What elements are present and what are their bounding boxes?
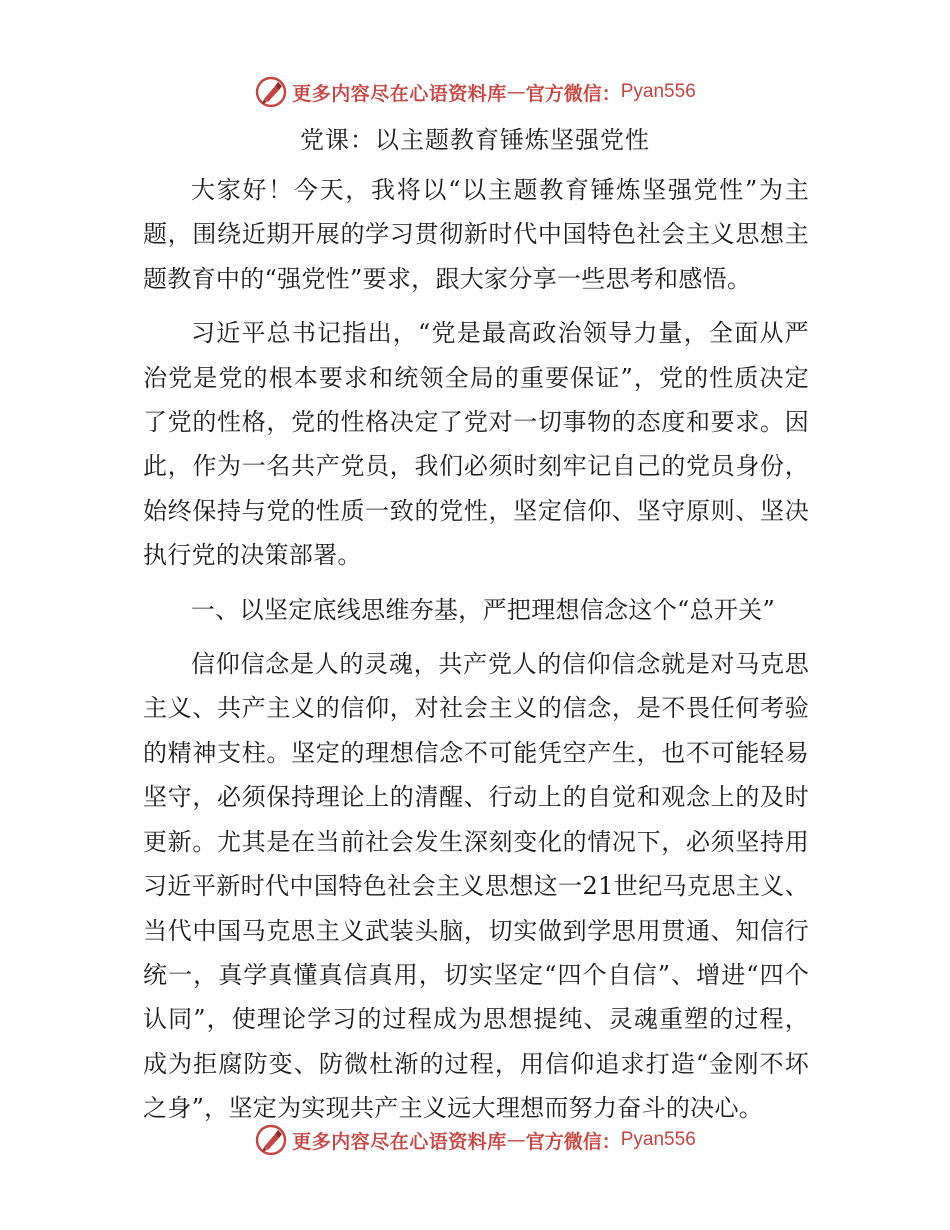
- document-body: [143, 168, 809, 1141]
- section-heading-1: 一、以坚定底线思维夯基，严把理想信念这个“总开关”: [191, 595, 776, 624]
- watermark-brand: 更多内容尽在心语资料库: [292, 82, 507, 105]
- paragraph-intro: 大家好！今天，我将以“以主题教育锤炼坚强党性”为主题，围绕近期开展的学习贯彻新时代中国特色社会主义思想主题教育中的“强党性”要求，跟大家分享一些思考和感悟。: [143, 176, 809, 293]
- watermark-wechat-id: Pyan556: [620, 81, 696, 102]
- watermark-wechat-label: 官方微信：: [525, 1130, 621, 1153]
- paragraph-quote: 习近平总书记指出，“党是最高政治领导力量，全面从严治党是党的根本要求和统领全局的重要保证”，党的性质决定了党的性格，党的性格决定了党对一切事物的态度和要求。因此，作为一名共产党员，我们必须时刻牢记自己的党员身份，始终保持与党的性质一致的党性，坚定信仰、坚守原则、坚决执行党的决策部署。: [143, 319, 809, 570]
- paragraph-faith: 信仰信念是人的灵魂，共产党人的信仰信念就是对马克思主义、共产主义的信仰，对社会主义的信念，是不畏任何考验的精神支柱。坚定的理想信念不可能凭空产生，也不可能轻易坚守，必须保持理论上的清醒、行动上的自觉和观念上的及时更新。尤其是在当前社会发生深刻变化的情况下，必须坚持用习近平新时代中国特色社会主义思想这一21世纪马克思主义、当代中国马克思主义武装头脑，切实做到学思用贯通、知信行统一，真学真懂真信真用，切实坚定“四个自信”、增进“四个认同”，使理论学习的过程成为思想提纯、灵魂重塑的过程，成为拒腐防变、防微杜渐的过程，用信仰追求打造“金刚不坏之身”，坚定为实现共产主义远大理想而努力奋斗的决心。: [143, 650, 809, 1123]
- watermark-separator: —: [506, 81, 526, 103]
- pen-logo-icon: [254, 1123, 288, 1157]
- watermark-wechat-id: Pyan556: [620, 1129, 696, 1150]
- watermark-separator: —: [506, 1129, 526, 1151]
- pen-logo-icon: [254, 75, 288, 109]
- watermark-brand: 更多内容尽在心语资料库: [292, 1130, 507, 1153]
- header-watermark: [0, 72, 950, 112]
- footer-watermark: [0, 1120, 950, 1160]
- document-title: 党课：以主题教育锤炼坚强党性: [300, 126, 650, 154]
- watermark-wechat-label: 官方微信：: [525, 82, 621, 105]
